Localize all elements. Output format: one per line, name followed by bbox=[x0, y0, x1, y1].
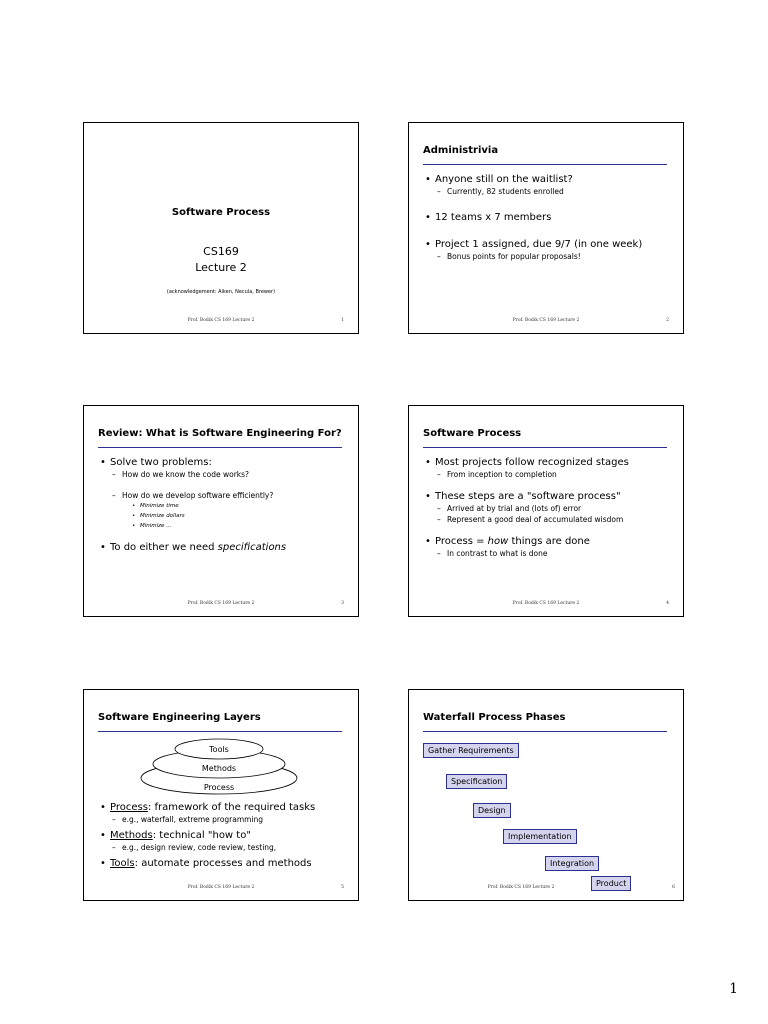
bullet: • 12 teams x 7 members bbox=[425, 211, 671, 224]
sub-bullet: – Bonus points for popular proposals! bbox=[425, 251, 671, 262]
slide-title: Software Process bbox=[423, 428, 522, 439]
slide-footer: Prof. Bodik CS 169 Lecture 2 bbox=[487, 885, 555, 890]
layer-tools-label: Tools bbox=[209, 745, 229, 754]
bullet: • Solve two problems: bbox=[100, 456, 346, 469]
bullet bbox=[100, 801, 346, 814]
layer-process-label: Process bbox=[203, 783, 235, 792]
bullet: • Anyone still on the waitlist? bbox=[425, 173, 671, 186]
slide-3 bbox=[83, 405, 359, 617]
slide-title: Administrivia bbox=[423, 145, 499, 156]
bullet bbox=[100, 541, 346, 554]
title-rule bbox=[98, 447, 342, 448]
sub-bullet: – Currently, 82 students enrolled bbox=[425, 186, 671, 197]
bullet-text: : automate processes and methods bbox=[134, 858, 312, 869]
bullet bbox=[100, 857, 346, 870]
slide-number: 5 bbox=[341, 885, 344, 890]
sub-sub-bullet: • Minimize time bbox=[100, 501, 346, 511]
lecture-label: Lecture 2 bbox=[195, 261, 247, 274]
slide-body bbox=[100, 801, 346, 870]
bullet: • These steps are a "software process" bbox=[425, 490, 671, 503]
title-rule bbox=[98, 731, 342, 732]
term: Tools bbox=[110, 858, 135, 869]
phase-specification: Specification bbox=[446, 774, 507, 789]
sub-sub-bullet: • Minimize … bbox=[100, 521, 346, 531]
slide-number: 1 bbox=[341, 318, 344, 323]
bullet-emphasis: specifications bbox=[217, 542, 287, 553]
slide-body bbox=[100, 456, 346, 554]
slide-footer: Prof. Bodik CS 169 Lecture 2 bbox=[512, 318, 580, 323]
layers-diagram bbox=[139, 734, 309, 800]
layer-methods-label: Methods bbox=[201, 764, 237, 773]
bullet bbox=[425, 535, 671, 548]
slide-1 bbox=[83, 122, 359, 334]
sub-bullet: – In contrast to what is done bbox=[425, 548, 671, 559]
phase-product: Product bbox=[591, 876, 631, 891]
slide-footer: Prof. Bodik CS 169 Lecture 2 bbox=[512, 601, 580, 606]
sub-bullet: – Represent a good deal of accumulated wisdom bbox=[425, 514, 671, 525]
bullet-text: : framework of the required tasks bbox=[147, 802, 316, 813]
sub-bullet: – How do we develop software efficiently? bbox=[100, 490, 346, 501]
phase-gather-requirements: Gather Requirements bbox=[423, 743, 519, 758]
slide-number: 2 bbox=[666, 318, 669, 323]
slide-5 bbox=[83, 689, 359, 901]
sub-bullet: – Arrived at by trial and (lots of) error bbox=[425, 503, 671, 514]
slide-4 bbox=[408, 405, 684, 617]
title-rule bbox=[423, 164, 667, 165]
slide-footer: Prof. Bodik CS 169 Lecture 2 bbox=[187, 601, 255, 606]
slide-body bbox=[425, 173, 671, 262]
page-number: 1 bbox=[729, 981, 738, 997]
bullet-text: things are done bbox=[508, 536, 590, 547]
bullet-text: : technical "how to" bbox=[152, 830, 251, 841]
title-rule bbox=[423, 731, 667, 732]
slide-title: Waterfall Process Phases bbox=[423, 712, 566, 723]
slide-2 bbox=[408, 122, 684, 334]
bullet-text: To do either we need bbox=[110, 542, 218, 553]
slide-title: Review: What is Software Engineering For? bbox=[98, 428, 342, 439]
slide-number: 3 bbox=[341, 601, 344, 606]
bullet bbox=[100, 829, 346, 842]
bullet-emphasis: how bbox=[487, 536, 509, 547]
sub-sub-bullet: • Minimize dollars bbox=[100, 511, 346, 521]
sub-bullet: – How do we know the code works? bbox=[100, 469, 346, 480]
bullet: • Most projects follow recognized stages bbox=[425, 456, 671, 469]
course-code: CS169 bbox=[203, 245, 239, 258]
slide-6 bbox=[408, 689, 684, 901]
acknowledgement: (acknowledgement: Aiken, Necula, Brewer) bbox=[166, 289, 276, 295]
bullet: • Project 1 assigned, due 9/7 (in one week) bbox=[425, 238, 671, 251]
slide-footer: Prof. Bodik CS 169 Lecture 2 bbox=[187, 318, 255, 323]
bullet-text: Process = bbox=[435, 536, 488, 547]
term: Process bbox=[110, 802, 148, 813]
slide-number: 4 bbox=[666, 601, 669, 606]
slide-body bbox=[425, 456, 671, 559]
sub-bullet: – e.g., design review, code review, testing, bbox=[100, 842, 346, 853]
sub-bullet: – From inception to completion bbox=[425, 469, 671, 480]
phase-integration: Integration bbox=[545, 856, 599, 871]
term: Methods bbox=[110, 830, 153, 841]
phase-implementation: Implementation bbox=[503, 829, 577, 844]
sub-bullet: – e.g., waterfall, extreme programming bbox=[100, 814, 346, 825]
slide-title: Software Engineering Layers bbox=[98, 712, 261, 723]
slide-title: Software Process bbox=[171, 207, 271, 218]
slide-number: 6 bbox=[672, 885, 675, 890]
title-rule bbox=[423, 447, 667, 448]
slide-footer: Prof. Bodik CS 169 Lecture 2 bbox=[187, 885, 255, 890]
phase-design: Design bbox=[473, 803, 511, 818]
